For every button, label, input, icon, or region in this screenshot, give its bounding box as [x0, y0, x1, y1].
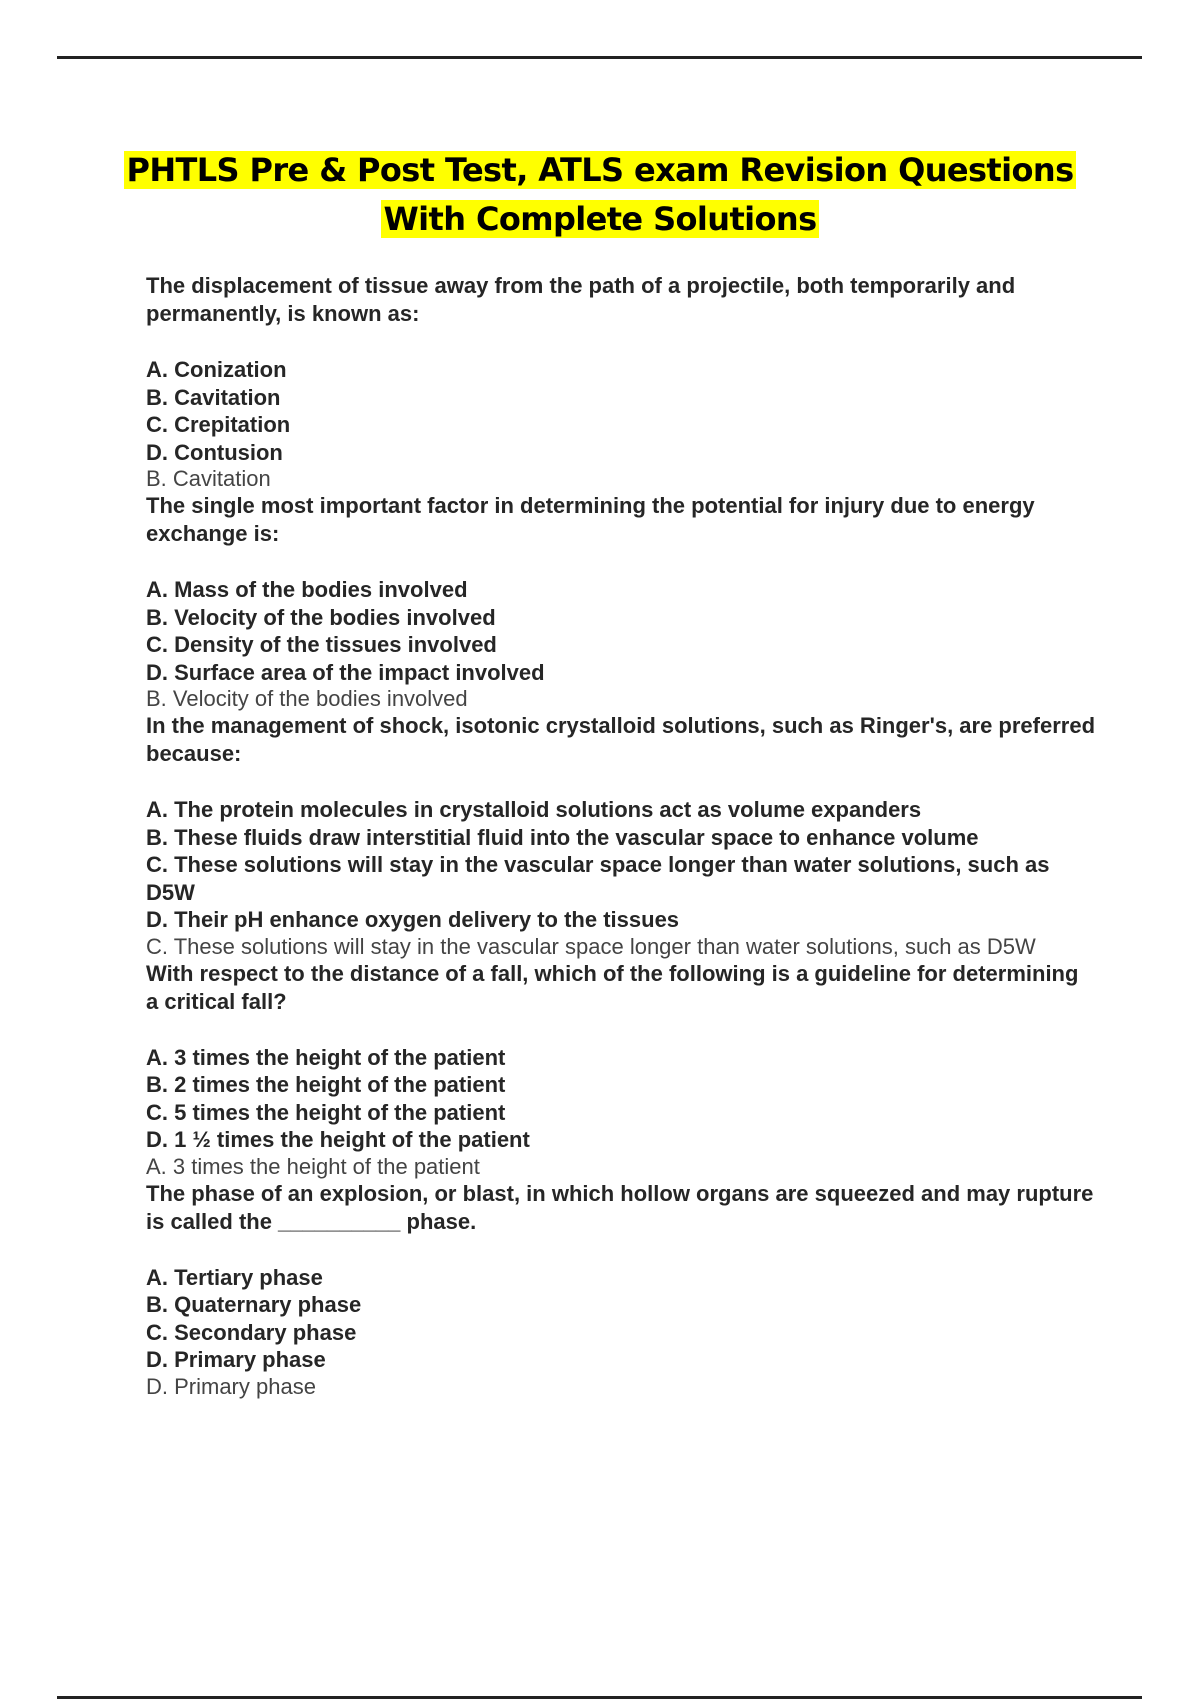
option-c: C. These solutions will stay in the vascular space longer than water solutions, such as D5W — [146, 852, 1050, 905]
question-text: In the management of shock, isotonic crystalloid solutions, such as Ringer's, are preferred because: — [146, 713, 1096, 766]
document-title — [0, 146, 1200, 244]
question-text: The phase of an explosion, or blast, in which hollow organs are squeezed and may rupture is called the __________ phase. — [146, 1180, 1094, 1234]
answer: A. 3 times the height of the patient — [146, 1153, 480, 1179]
option-a: A. 3 times the height of the patient — [146, 1044, 506, 1070]
option-c: C. 5 times the height of the patient — [146, 1099, 506, 1125]
option-d: D. Surface area of the impact involved — [146, 659, 545, 685]
option-b: B. Velocity of the bodies involved — [146, 604, 496, 630]
option-d: D. Contusion — [146, 439, 283, 465]
answer: C. These solutions will stay in the vascular space longer than water solutions, such as D5W — [146, 933, 1036, 959]
option-d: D. Primary phase — [146, 1347, 326, 1372]
option-a: A. Mass of the bodies involved — [146, 577, 468, 602]
option-b: B. Quaternary phase — [146, 1292, 362, 1317]
question-list — [146, 272, 1096, 1400]
option-d: D. 1 ½ times the height of the patient — [146, 1127, 530, 1152]
option-c: C. Secondary phase — [146, 1319, 357, 1345]
question-block — [146, 960, 1096, 1180]
question-text: The displacement of tissue away from the path of a projectile, both temporarily and permanently, is known as: — [146, 273, 1016, 326]
question-text: The single most important factor in determining the potential for injury due to energy exchange is: — [146, 493, 1035, 546]
option-a: A. The protein molecules in crystalloid solutions act as volume expanders — [146, 797, 922, 822]
title-line-2: With Complete Solutions — [383, 200, 817, 238]
option-a: A. Tertiary phase — [146, 1264, 323, 1290]
option-b: B. These fluids draw interstitial fluid into the vascular space to enhance volume — [146, 824, 979, 850]
question-block — [146, 712, 1096, 960]
question-block — [146, 1180, 1096, 1400]
top-rule — [57, 56, 1142, 59]
option-b: B. Cavitation — [146, 384, 281, 410]
option-b: B. 2 times the height of the patient — [146, 1072, 506, 1097]
option-c: C. Crepitation — [146, 412, 291, 437]
question-block — [146, 492, 1096, 712]
question-block — [146, 272, 1096, 492]
question-text: With respect to the distance of a fall, which of the following is a guideline for determining a critical fall? — [146, 960, 1079, 1014]
option-c: C. Density of the tissues involved — [146, 632, 497, 657]
option-d: D. Their pH enhance oxygen delivery to the tissues — [146, 907, 680, 932]
option-a: A. Conization — [146, 357, 287, 382]
answer: B. Velocity of the bodies involved — [146, 686, 468, 711]
title-line-1: PHTLS Pre & Post Test, ATLS exam Revision Questions — [126, 151, 1074, 189]
answer: B. Cavitation — [146, 466, 271, 491]
bottom-rule — [57, 1696, 1142, 1699]
answer: D. Primary phase — [146, 1373, 316, 1399]
